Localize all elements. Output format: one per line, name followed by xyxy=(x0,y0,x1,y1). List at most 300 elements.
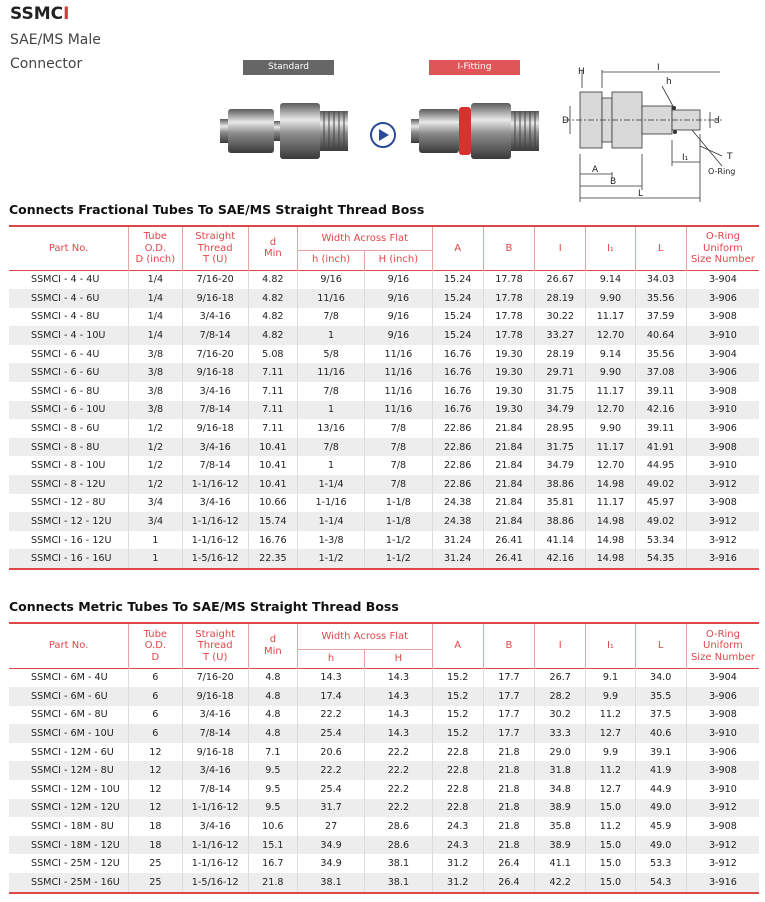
table-cell: SSMCI - 18M - 8U xyxy=(31,821,114,833)
table-cell: 12 xyxy=(129,761,182,780)
header-H: H xyxy=(365,649,432,668)
table-cell: 9/16 xyxy=(365,289,432,308)
table-cell: 11/16 xyxy=(365,401,432,420)
table-cell: 15.74 xyxy=(248,512,297,531)
header-oring: O-Ring Uniform Size Number xyxy=(686,623,759,668)
table-cell: 40.64 xyxy=(635,326,686,345)
table-cell: 21.84 xyxy=(483,494,534,513)
ifitting-badge: I-Fitting xyxy=(429,60,520,75)
table-cell: SSMCI - 25M - 12U xyxy=(31,858,120,870)
table-cell: 22.8 xyxy=(432,761,483,780)
table-cell: 37.5 xyxy=(635,706,686,725)
table-cell: 4.82 xyxy=(248,326,297,345)
table-cell: 17.78 xyxy=(483,289,534,308)
table-cell: 3-908 xyxy=(686,494,759,513)
table-cell: 7/8 xyxy=(365,475,432,494)
diagram-label-L: L xyxy=(638,189,644,199)
table-cell: SSMCI - 12M - 10U xyxy=(31,783,120,795)
table-cell: 4.8 xyxy=(248,706,297,725)
table-row xyxy=(9,494,759,513)
table-cell: SSMCI - 6 - 6U xyxy=(9,363,129,382)
table-cell: 11/16 xyxy=(365,382,432,401)
table-cell: 22.2 xyxy=(365,799,432,818)
table-cell: 3-910 xyxy=(686,401,759,420)
fractional-table-body xyxy=(9,270,759,569)
table-cell: 49.02 xyxy=(635,475,686,494)
table-cell: SSMCI - 4 - 6U xyxy=(9,289,129,308)
table-row xyxy=(9,438,759,457)
table-cell: 14.98 xyxy=(586,512,635,531)
table-cell: 9.5 xyxy=(248,761,297,780)
table-cell: 45.9 xyxy=(635,817,686,836)
table-row xyxy=(9,289,759,308)
table-cell: 7/8 xyxy=(297,308,364,327)
table-cell: 3-906 xyxy=(686,687,759,706)
table-cell: 3-916 xyxy=(686,873,759,893)
table-cell: 6 xyxy=(129,706,182,725)
table-row xyxy=(9,668,759,687)
table-cell: 1-1/16-12 xyxy=(182,531,248,550)
table-cell: SSMCI - 12M - 12U xyxy=(9,799,129,818)
table-cell: 19.30 xyxy=(483,363,534,382)
table-cell: 42.2 xyxy=(535,873,586,893)
table-cell: 12.7 xyxy=(586,780,635,799)
table-cell: 15.1 xyxy=(248,836,297,855)
table-cell: 15.2 xyxy=(432,687,483,706)
table-cell: 15.0 xyxy=(586,836,635,855)
table-cell: 21.8 xyxy=(483,817,534,836)
table-cell: 3/4-16 xyxy=(182,438,248,457)
table-cell: 11/16 xyxy=(297,289,364,308)
table-cell: 14.98 xyxy=(586,549,635,569)
table-cell: 3-908 xyxy=(686,761,759,780)
table-cell: 3-904 xyxy=(686,270,759,289)
table-cell: 10.41 xyxy=(248,456,297,475)
table-cell: 19.30 xyxy=(483,345,534,364)
table-cell: 49.0 xyxy=(635,799,686,818)
table-cell: 7.11 xyxy=(248,382,297,401)
table-cell: 1 xyxy=(297,456,364,475)
table-cell: 41.9 xyxy=(635,761,686,780)
table-cell: SSMCI - 6 - 4U xyxy=(31,348,100,360)
table-cell: 3-912 xyxy=(686,475,759,494)
diagram-label-h: h xyxy=(666,77,672,87)
table-row xyxy=(9,836,759,855)
table-row xyxy=(9,419,759,438)
table-cell: 1/2 xyxy=(129,419,182,438)
table-cell: SSMCI - 6M - 6U xyxy=(9,687,129,706)
metric-table xyxy=(9,622,759,894)
table-cell: 11/16 xyxy=(365,363,432,382)
table-cell: 1-1/16-12 xyxy=(182,512,248,531)
table-cell: 21.84 xyxy=(483,456,534,475)
table-cell: 15.24 xyxy=(432,308,483,327)
table-cell: 9.14 xyxy=(586,345,635,364)
table-cell: 1-1/4 xyxy=(297,475,364,494)
table-cell: 1-1/16-12 xyxy=(182,836,248,855)
table-row xyxy=(9,854,759,873)
table-cell: SSMCI - 8 - 8U xyxy=(9,438,129,457)
table-cell: 3-906 xyxy=(686,419,759,438)
table-cell: 9.14 xyxy=(586,270,635,289)
table-cell: 1-1/16-12 xyxy=(182,799,248,818)
table-cell: 1/4 xyxy=(129,270,182,289)
table-row xyxy=(9,873,759,893)
table-cell: 21.84 xyxy=(483,512,534,531)
table-cell: 22.86 xyxy=(432,419,483,438)
table-cell: 26.7 xyxy=(535,668,586,687)
table-cell: 29.0 xyxy=(535,743,586,762)
table-cell: 1-1/16 xyxy=(297,494,364,513)
table-cell: 38.1 xyxy=(297,873,364,893)
table-cell: 14.98 xyxy=(586,531,635,550)
table-cell: 3/4-16 xyxy=(182,761,248,780)
table-cell: 11.2 xyxy=(586,761,635,780)
table-cell: 38.9 xyxy=(535,836,586,855)
table-cell: 1 xyxy=(297,326,364,345)
table-row xyxy=(9,706,759,725)
table-cell: 6 xyxy=(129,687,182,706)
table-cell: 24.38 xyxy=(432,494,483,513)
table-cell: 11.17 xyxy=(586,494,635,513)
table-cell: 4.82 xyxy=(248,289,297,308)
table-cell: 3/8 xyxy=(129,401,182,420)
table-cell: 17.7 xyxy=(483,724,534,743)
table-cell: 22.8 xyxy=(432,743,483,762)
table-cell: 3-908 xyxy=(686,382,759,401)
table-cell: 17.78 xyxy=(483,308,534,327)
header-tube-od: Tube O.D. D xyxy=(129,623,182,668)
table-cell: 3/8 xyxy=(129,382,182,401)
table-cell: 31.8 xyxy=(535,761,586,780)
table-cell: 3/8 xyxy=(129,345,182,364)
table-cell: 3-912 xyxy=(686,531,759,550)
table-cell: 20.6 xyxy=(297,743,364,762)
table-cell: 38.1 xyxy=(365,854,432,873)
table-cell: 39.1 xyxy=(635,743,686,762)
table-cell: SSMCI - 6M - 8U xyxy=(31,709,108,721)
table-cell: 34.79 xyxy=(535,456,586,475)
table-cell: 17.7 xyxy=(483,668,534,687)
table-cell: 16.7 xyxy=(248,854,297,873)
header-I1: I₁ xyxy=(586,226,635,270)
table-cell: 9.9 xyxy=(586,743,635,762)
table-cell: 1-5/16-12 xyxy=(182,549,248,569)
table-cell: 9/16-18 xyxy=(182,687,248,706)
table-cell: 7/8-14 xyxy=(182,401,248,420)
table-cell: 28.19 xyxy=(535,345,586,364)
table-cell: 12.7 xyxy=(586,724,635,743)
table-cell: 3-908 xyxy=(686,438,759,457)
table-cell: 15.2 xyxy=(432,706,483,725)
table-cell: 3-910 xyxy=(686,724,759,743)
table-cell: 24.38 xyxy=(432,512,483,531)
dimension-diagram xyxy=(562,62,752,204)
standard-fitting-image xyxy=(220,97,350,165)
header-part-no: Part No. xyxy=(48,242,89,254)
table-cell: SSMCI - 12 - 12U xyxy=(9,512,129,531)
table-cell: 3/4-16 xyxy=(182,706,248,725)
table-cell: 4.8 xyxy=(248,668,297,687)
table-cell: 38.9 xyxy=(535,799,586,818)
table-cell: 39.11 xyxy=(635,419,686,438)
table-cell: 21.8 xyxy=(483,799,534,818)
table-row xyxy=(9,345,759,364)
table-cell: 7.1 xyxy=(248,743,297,762)
header-tube-od: Tube O.D. D (inch) xyxy=(129,226,182,270)
table-cell: 3-908 xyxy=(686,706,759,725)
table-cell: 38.1 xyxy=(365,873,432,893)
table-cell: 1/4 xyxy=(129,289,182,308)
table-cell: 49.02 xyxy=(635,512,686,531)
table-cell: 13/16 xyxy=(297,419,364,438)
table-cell: 4.8 xyxy=(248,687,297,706)
table-row xyxy=(9,724,759,743)
table-cell: 16.76 xyxy=(432,363,483,382)
table-cell: 4.82 xyxy=(248,270,297,289)
table-cell: 33.27 xyxy=(535,326,586,345)
table-cell: 9/16-18 xyxy=(182,419,248,438)
table-cell: 21.8 xyxy=(483,836,534,855)
table-cell: 35.5 xyxy=(635,687,686,706)
table-cell: 16.76 xyxy=(432,382,483,401)
table-cell: 25 xyxy=(129,854,182,873)
table-cell: 6 xyxy=(129,724,182,743)
table-cell: 12.70 xyxy=(586,401,635,420)
standard-badge: Standard xyxy=(243,60,334,75)
table-cell: 12 xyxy=(129,743,182,762)
table-cell: 35.8 xyxy=(535,817,586,836)
table-cell: 7/8-14 xyxy=(182,724,248,743)
table-cell: 22.8 xyxy=(432,780,483,799)
table-cell: 3/4-16 xyxy=(182,382,248,401)
table-cell: 14.3 xyxy=(297,668,364,687)
table-cell: 35.56 xyxy=(635,289,686,308)
table-cell: SSMCI - 6M - 10U xyxy=(9,724,129,743)
table-cell: 1-1/4 xyxy=(297,512,364,531)
table-cell: 7/16-20 xyxy=(182,345,248,364)
table-cell: 27 xyxy=(297,817,364,836)
header-L: L xyxy=(635,226,686,270)
table-cell: 10.66 xyxy=(248,494,297,513)
table-cell: SSMCI - 25M - 16U xyxy=(9,873,129,893)
table-row xyxy=(9,743,759,762)
table-cell: 1 xyxy=(129,549,182,569)
table-cell: 15.0 xyxy=(586,873,635,893)
table-cell: 17.78 xyxy=(483,270,534,289)
table-cell: 7.11 xyxy=(248,419,297,438)
table-cell: 37.08 xyxy=(635,363,686,382)
ifitting-image xyxy=(411,97,541,165)
table-cell: 10.41 xyxy=(248,475,297,494)
table-cell: 9/16 xyxy=(365,308,432,327)
table-cell: 9.5 xyxy=(248,799,297,818)
table-cell: SSMCI - 12 - 8U xyxy=(31,497,106,509)
table-cell: 3-908 xyxy=(686,308,759,327)
table-cell: 12.70 xyxy=(586,326,635,345)
table-cell: 34.0 xyxy=(635,668,686,687)
table-cell: 34.8 xyxy=(535,780,586,799)
table-cell: 21.84 xyxy=(483,475,534,494)
table-cell: 28.95 xyxy=(535,419,586,438)
diagram-label-B: B xyxy=(610,177,617,187)
table-row xyxy=(9,799,759,818)
table-cell: 11.2 xyxy=(586,817,635,836)
table-cell: 31.24 xyxy=(432,531,483,550)
table-cell: SSMCI - 8 - 10U xyxy=(31,460,106,472)
table-row xyxy=(9,456,759,475)
table-cell: 22.2 xyxy=(297,761,364,780)
table-cell: 10.6 xyxy=(248,817,297,836)
table-cell: 1-1/8 xyxy=(365,494,432,513)
header-A: A xyxy=(432,226,483,270)
table-cell: 49.0 xyxy=(635,836,686,855)
table-cell: 9/16-18 xyxy=(182,743,248,762)
table-cell: 28.19 xyxy=(535,289,586,308)
diagram-label-d: d xyxy=(714,116,720,126)
table-cell: 31.2 xyxy=(432,873,483,893)
table-cell: 3/4-16 xyxy=(182,494,248,513)
table-cell: 9/16-18 xyxy=(182,289,248,308)
table-cell: 3-908 xyxy=(686,817,759,836)
table-cell: SSMCI - 8 - 6U xyxy=(31,423,100,435)
table-cell: 22.2 xyxy=(297,706,364,725)
table-cell: 24.3 xyxy=(432,817,483,836)
table-cell: 1-5/16-12 xyxy=(182,873,248,893)
header-part-no: Part No. xyxy=(48,640,89,651)
table-row xyxy=(9,817,759,836)
table-row xyxy=(9,687,759,706)
table-cell: 15.24 xyxy=(432,270,483,289)
table-cell: 9/16-18 xyxy=(182,363,248,382)
table-cell: 3/4-16 xyxy=(182,817,248,836)
table-cell: 22.35 xyxy=(248,549,297,569)
metric-table-body xyxy=(9,668,759,893)
table-cell: 11.17 xyxy=(586,382,635,401)
table-cell: 54.35 xyxy=(635,549,686,569)
table-cell: 4.82 xyxy=(248,308,297,327)
table-cell: 11/16 xyxy=(365,345,432,364)
table-cell: 12 xyxy=(129,780,182,799)
table-cell: 21.84 xyxy=(483,419,534,438)
table-cell: 26.41 xyxy=(483,531,534,550)
table-cell: 17.7 xyxy=(483,706,534,725)
table-cell: 7/16-20 xyxy=(182,270,248,289)
table-cell: 45.97 xyxy=(635,494,686,513)
table-cell: 53.3 xyxy=(635,854,686,873)
table-cell: 30.2 xyxy=(535,706,586,725)
table-cell: 5.08 xyxy=(248,345,297,364)
table-cell: 3-906 xyxy=(686,743,759,762)
table-cell: SSMCI - 8 - 12U xyxy=(9,475,129,494)
header-oring: O-Ring Uniform Size Number xyxy=(686,226,759,270)
table-cell: 24.3 xyxy=(432,836,483,855)
table-cell: 22.86 xyxy=(432,456,483,475)
table-cell: 7/8-14 xyxy=(182,780,248,799)
table-cell: SSMCI - 4 - 8U xyxy=(31,311,100,323)
product-title: SSMCI xyxy=(10,4,70,24)
table-cell: 16.76 xyxy=(248,531,297,550)
product-subtitle-line1: SAE/MS Male xyxy=(10,32,101,48)
table-cell: 38.86 xyxy=(535,512,586,531)
table-row xyxy=(9,270,759,289)
table-row xyxy=(9,475,759,494)
table-cell: 3-912 xyxy=(686,512,759,531)
table-cell: 14.98 xyxy=(586,475,635,494)
header-d-min: d Min xyxy=(248,226,297,270)
table-cell: 3-912 xyxy=(686,854,759,873)
table-cell: 7/8 xyxy=(365,419,432,438)
table-cell: 11/16 xyxy=(297,363,364,382)
table-cell: 40.6 xyxy=(635,724,686,743)
table-cell: 14.3 xyxy=(365,687,432,706)
table-cell: 44.95 xyxy=(635,456,686,475)
table-cell: 14.3 xyxy=(365,706,432,725)
header-width-across-flat: Width Across Flat xyxy=(297,226,432,250)
table-cell: 3-912 xyxy=(686,799,759,818)
table-cell: 7.11 xyxy=(248,363,297,382)
table-cell: 7/8-14 xyxy=(182,456,248,475)
table-cell: 21.8 xyxy=(483,761,534,780)
header-I1: I₁ xyxy=(586,623,635,668)
table-cell: 15.24 xyxy=(432,289,483,308)
table-cell: 11.17 xyxy=(586,308,635,327)
table-cell: 31.75 xyxy=(535,438,586,457)
table-cell: 3/8 xyxy=(129,363,182,382)
table-cell: 53.34 xyxy=(635,531,686,550)
arrow-right-icon xyxy=(369,121,397,149)
table-cell: 9/16 xyxy=(297,270,364,289)
table-cell: 1 xyxy=(297,401,364,420)
table-cell: 39.11 xyxy=(635,382,686,401)
table-cell: 41.91 xyxy=(635,438,686,457)
table-cell: 15.2 xyxy=(432,668,483,687)
table-cell: 34.03 xyxy=(635,270,686,289)
table-cell: 7/8 xyxy=(297,438,364,457)
table-cell: 3-910 xyxy=(686,456,759,475)
table-cell: SSMCI - 12M - 8U xyxy=(9,761,129,780)
table-cell: 28.6 xyxy=(365,836,432,855)
metric-section-title: Connects Metric Tubes To SAE/MS Straight Thread Boss xyxy=(9,599,399,614)
table-cell: SSMCI - 6 - 10U xyxy=(9,401,129,420)
table-row xyxy=(9,531,759,550)
table-cell: 7/8-14 xyxy=(182,326,248,345)
table-row xyxy=(9,512,759,531)
table-cell: 3-904 xyxy=(686,345,759,364)
table-row xyxy=(9,363,759,382)
table-cell: 9/16 xyxy=(365,326,432,345)
fractional-section-title: Connects Fractional Tubes To SAE/MS Straight Thread Boss xyxy=(9,202,425,217)
table-cell: 12.70 xyxy=(586,456,635,475)
header-h: h xyxy=(297,649,364,668)
table-cell: 35.81 xyxy=(535,494,586,513)
table-cell: 42.16 xyxy=(635,401,686,420)
table-cell: 1-1/2 xyxy=(365,549,432,569)
table-cell: 31.24 xyxy=(432,549,483,569)
table-cell: 16.76 xyxy=(432,401,483,420)
table-cell: 15.0 xyxy=(586,799,635,818)
table-cell: 37.59 xyxy=(635,308,686,327)
table-cell: 12 xyxy=(129,799,182,818)
table-cell: 21.84 xyxy=(483,438,534,457)
table-cell: 9/16 xyxy=(365,270,432,289)
table-cell: 5/8 xyxy=(297,345,364,364)
table-cell: 7.11 xyxy=(248,401,297,420)
table-cell: 6 xyxy=(129,668,182,687)
table-cell: 21.8 xyxy=(483,780,534,799)
table-cell: 15.0 xyxy=(586,854,635,873)
product-subtitle-line2: Connector xyxy=(10,56,83,72)
